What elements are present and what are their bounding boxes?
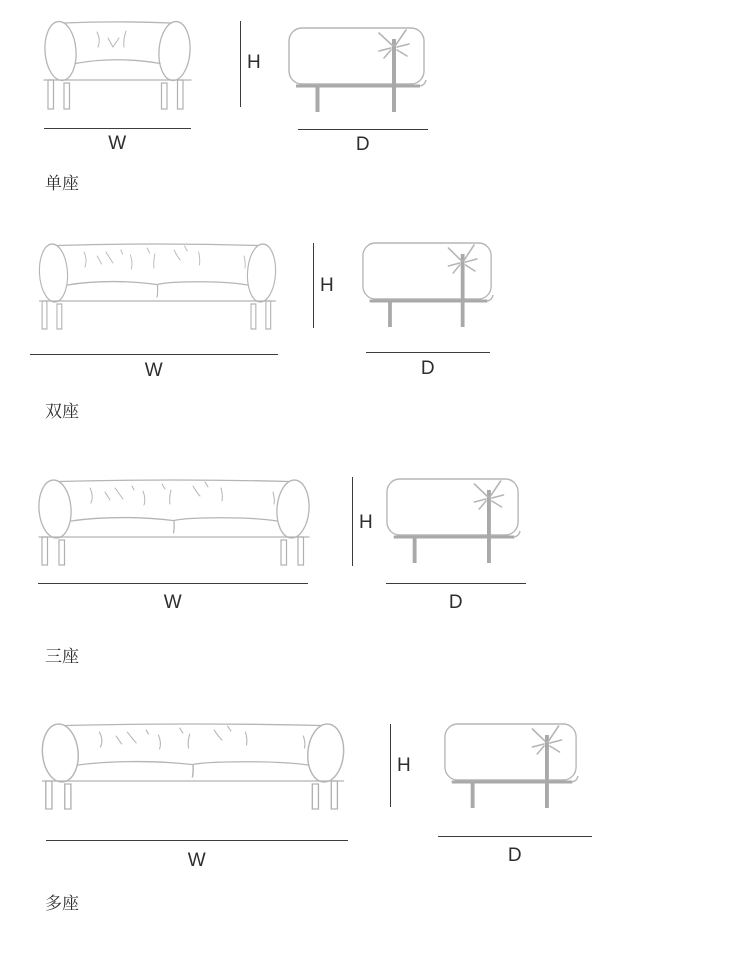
width-label: W [144,360,164,381]
variant-name-label: 双座 [45,402,79,421]
depth-dimension-line [366,352,490,353]
width-label: W [108,133,127,154]
width-label: W [163,592,183,613]
depth-label: D [420,358,436,379]
depth-label: D [507,845,523,866]
height-dimension-line [313,243,314,328]
sofa-side-illustration [287,25,427,115]
variant-name-label: 多座 [45,894,79,913]
height-dimension-line [352,477,353,566]
height-label: H [247,52,261,73]
width-label: W [187,850,207,871]
sofa-front-illustration [40,17,195,114]
depth-dimension-line [386,583,526,584]
variant-name-label: 三座 [45,647,79,666]
height-label: H [320,275,334,296]
height-dimension-line [240,21,241,107]
sofa-front-illustration [35,476,313,566]
sofa-side-illustration [361,240,494,330]
depth-dimension-line [438,836,592,837]
width-dimension-line [44,128,191,129]
width-dimension-line [30,354,278,355]
sofa-side-illustration [443,721,579,811]
variant-name-label: 单座 [45,174,79,193]
depth-label: D [448,592,464,613]
sofa-side-illustration [385,476,521,566]
sofa-front-illustration [38,720,348,810]
sofa-front-illustration [36,240,279,330]
depth-dimension-line [298,129,428,130]
height-label: H [359,512,373,533]
height-dimension-line [390,724,391,807]
width-dimension-line [46,840,348,841]
height-label: H [397,755,411,776]
width-dimension-line [38,583,308,584]
depth-label: D [355,134,371,155]
